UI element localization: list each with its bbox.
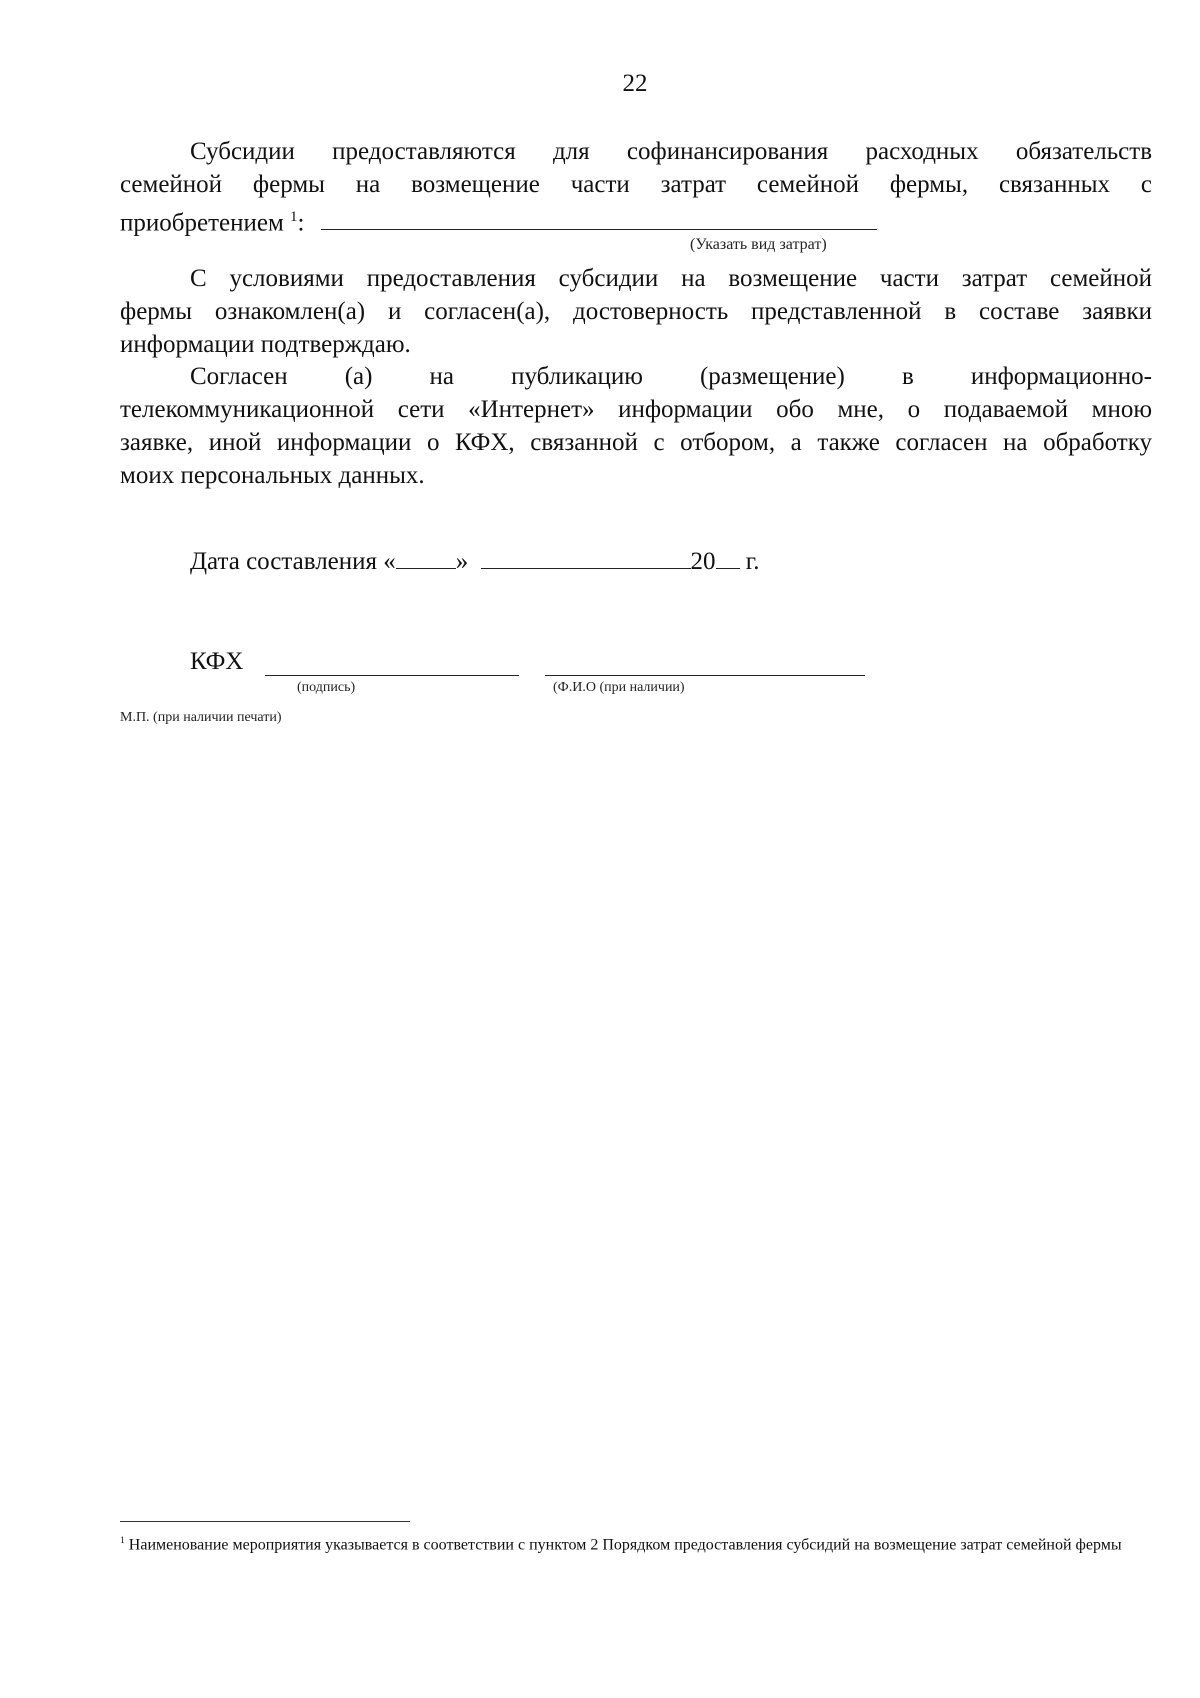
colon: :: [297, 209, 305, 237]
full-name-caption: (Ф.И.О (при наличии): [553, 680, 685, 695]
page-number: 22: [622, 70, 648, 97]
paragraph-line: заявке, иной информации о КФХ, связанной с отбором, а также согласен на обработку: [120, 429, 1152, 456]
footnote-separator: [120, 1521, 410, 1522]
signature-caption: (подпись): [297, 680, 356, 695]
month-field[interactable]: [481, 550, 691, 569]
day-field[interactable]: [396, 550, 456, 569]
footnote-number: 1: [120, 1535, 125, 1546]
signature-field[interactable]: [265, 675, 519, 676]
close-quote: »: [455, 548, 469, 575]
kfh-label: КФХ: [190, 648, 244, 675]
paragraph-line: С условиями предоставления субсидии на возмещение части затрат семейной: [190, 265, 1152, 292]
year-field[interactable]: [716, 550, 740, 569]
date-label: Дата составления «: [190, 548, 396, 575]
footnote: [120, 1528, 1152, 1558]
paragraph-line: информации подтверждаю.: [120, 331, 411, 358]
paragraph-line: фермы ознакомлен(а) и согласен(а), достоверность представленной в составе заявки: [120, 298, 1152, 325]
paragraph-line: семейной фермы на возмещение части затрат семейной фермы, связанных с: [120, 171, 1152, 198]
paragraph-line: Согласен (а) на публикацию (размещение) в информационно-: [190, 363, 1152, 390]
acquisition-label: приобретением: [120, 209, 291, 237]
paragraph-line: Субсидии предоставляются для софинансирования расходных обязательств: [190, 138, 1152, 165]
expense-type-caption: (Указать вид затрат): [690, 236, 827, 253]
paragraph-publication-consent: [120, 360, 1152, 492]
footnote-text: Наименование мероприятия указывается в соответствии с пунктом 2 Порядком предоставления субсидий на возмещение затрат семейной фермы: [124, 1536, 1122, 1554]
paragraph-subsidy-purpose: [120, 135, 1152, 239]
year-prefix: 20: [690, 548, 716, 575]
paragraph-line: моих персональных данных.: [120, 462, 425, 489]
full-name-field[interactable]: [545, 675, 865, 676]
expense-type-field[interactable]: [321, 211, 877, 230]
footnote-ref: 1: [290, 209, 298, 225]
stamp-note: М.П. (при наличии печати): [120, 710, 282, 725]
year-suffix: г.: [739, 548, 760, 575]
paragraph-line: [120, 201, 1152, 239]
date-row: [190, 548, 759, 576]
paragraph-line: телекоммуникационной сети «Интернет» информации обо мне, о подаваемой мною: [120, 396, 1152, 423]
paragraph-conditions-agreement: [120, 262, 1152, 361]
